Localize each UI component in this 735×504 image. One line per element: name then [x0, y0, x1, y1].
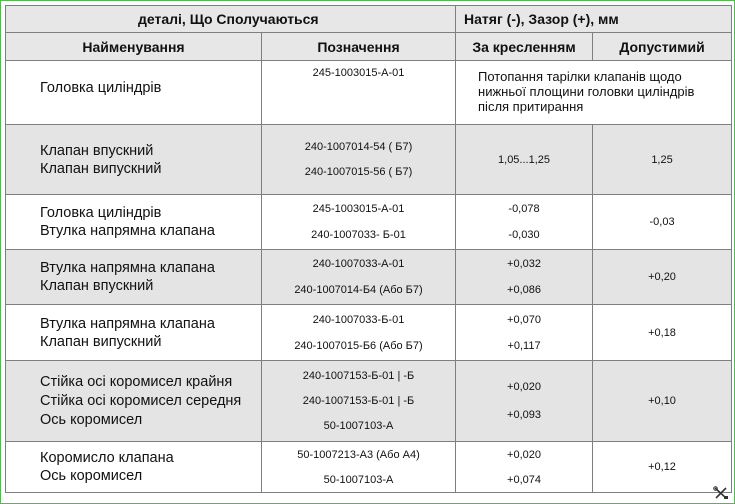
drawing-value: +0,020 [507, 448, 541, 461]
col-header-name: Найменування [6, 33, 262, 61]
table-row [6, 442, 732, 493]
part-codes [262, 361, 456, 442]
allowed-value: +0,10 [593, 361, 732, 442]
part-names [6, 305, 262, 361]
part-name: Ось коромисел [40, 411, 143, 428]
drawing-value: +0,117 [507, 339, 541, 352]
drawing-values [456, 361, 593, 442]
table-row [6, 305, 732, 361]
drawing-value: -0,078 [508, 203, 540, 215]
drawing-values [456, 305, 593, 361]
drawing-value: +0,032 [507, 258, 541, 270]
part-name: Стійка осі коромисел середня [40, 392, 242, 409]
part-code: 240-1007153-Б-01 | -Б [302, 370, 415, 382]
part-names [6, 195, 262, 250]
table-row [6, 195, 732, 250]
allowed-value: -0,03 [593, 195, 732, 250]
header-mating-parts: деталі, Що Сполучаються [6, 6, 456, 33]
table-subheader-row [6, 33, 732, 61]
part-names [6, 125, 262, 195]
part-code: 245-1003015-А-01 [312, 67, 405, 79]
part-codes [262, 195, 456, 250]
part-code: 50-1007213-А3 (Або А4) [297, 448, 420, 461]
part-code: 240-1007033- Б-01 [311, 229, 406, 241]
part-codes [262, 125, 456, 195]
allowed-value: +0,18 [593, 305, 732, 361]
allowed-value: +0,20 [593, 250, 732, 305]
drawing-value: +0,093 [507, 409, 541, 421]
part-names [6, 61, 262, 125]
drawing-value: -0,030 [508, 229, 540, 241]
part-name: Клапан впускний [40, 142, 154, 159]
part-name: Клапан випускний [40, 160, 162, 177]
table-row [6, 61, 732, 125]
part-code: 50-1007103-А [323, 420, 394, 432]
part-code: 50-1007103-А [323, 473, 394, 486]
drawing-values [456, 195, 593, 250]
table-row [6, 361, 732, 442]
fit-clearance-table [5, 5, 732, 493]
tools-icon [713, 486, 729, 500]
part-code: 240-1007014-54 ( Б7) [304, 141, 413, 153]
part-code: 240-1007015-Б6 (Або Б7) [294, 339, 423, 352]
part-name: Клапан випускний [40, 333, 162, 350]
part-name: Ось коромисел [40, 468, 143, 484]
part-names [6, 442, 262, 493]
part-name: Головка циліндрів [40, 80, 162, 96]
drawing-value: +0,070 [507, 313, 541, 326]
drawing-values [456, 125, 593, 195]
table-row [6, 250, 732, 305]
part-code: 240-1007015-56 ( Б7) [304, 166, 413, 178]
drawing-value: +0,020 [507, 381, 541, 393]
part-name: Клапан впускний [40, 278, 154, 294]
part-code: 240-1007033-А-01 [312, 258, 405, 270]
part-names [6, 361, 262, 442]
col-header-drawing: За кресленням [456, 33, 593, 61]
part-codes [262, 442, 456, 493]
part-name: Коромисло клапана [40, 450, 174, 466]
part-names [6, 250, 262, 305]
sink-note: Потопання тарілки клапанів щодо нижньої площини головки циліндрів після притирання [456, 61, 732, 125]
part-code: 240-1007014-Б4 (Або Б7) [294, 284, 423, 296]
table-row [6, 125, 732, 195]
drawing-value: +0,086 [507, 284, 541, 296]
table-header-row [6, 6, 732, 33]
col-header-code: Позначення [262, 33, 456, 61]
header-fit-clearance: Натяг (-), Зазор (+), мм [456, 6, 732, 33]
part-codes [262, 61, 456, 125]
part-code: 245-1003015-А-01 [312, 203, 405, 215]
part-name: Втулка напрямна клапана [40, 315, 215, 332]
part-name: Головка циліндрів [40, 205, 162, 221]
part-name: Стійка осі коромисел крайня [40, 373, 233, 390]
col-header-allowed: Допустимий [593, 33, 732, 61]
part-codes [262, 250, 456, 305]
drawing-value: +0,074 [507, 473, 541, 486]
drawing-values [456, 250, 593, 305]
part-codes [262, 305, 456, 361]
part-name: Втулка напрямна клапана [40, 223, 215, 239]
part-name: Втулка напрямна клапана [40, 260, 215, 276]
part-code: 240-1007153-Б-01 | -Б [302, 395, 415, 407]
allowed-value: 1,25 [593, 125, 732, 195]
allowed-value: +0,12 [593, 442, 732, 493]
drawing-value: 1,05...1,25 [498, 153, 551, 166]
part-code: 240-1007033-Б-01 [312, 313, 405, 326]
drawing-values [456, 442, 593, 493]
